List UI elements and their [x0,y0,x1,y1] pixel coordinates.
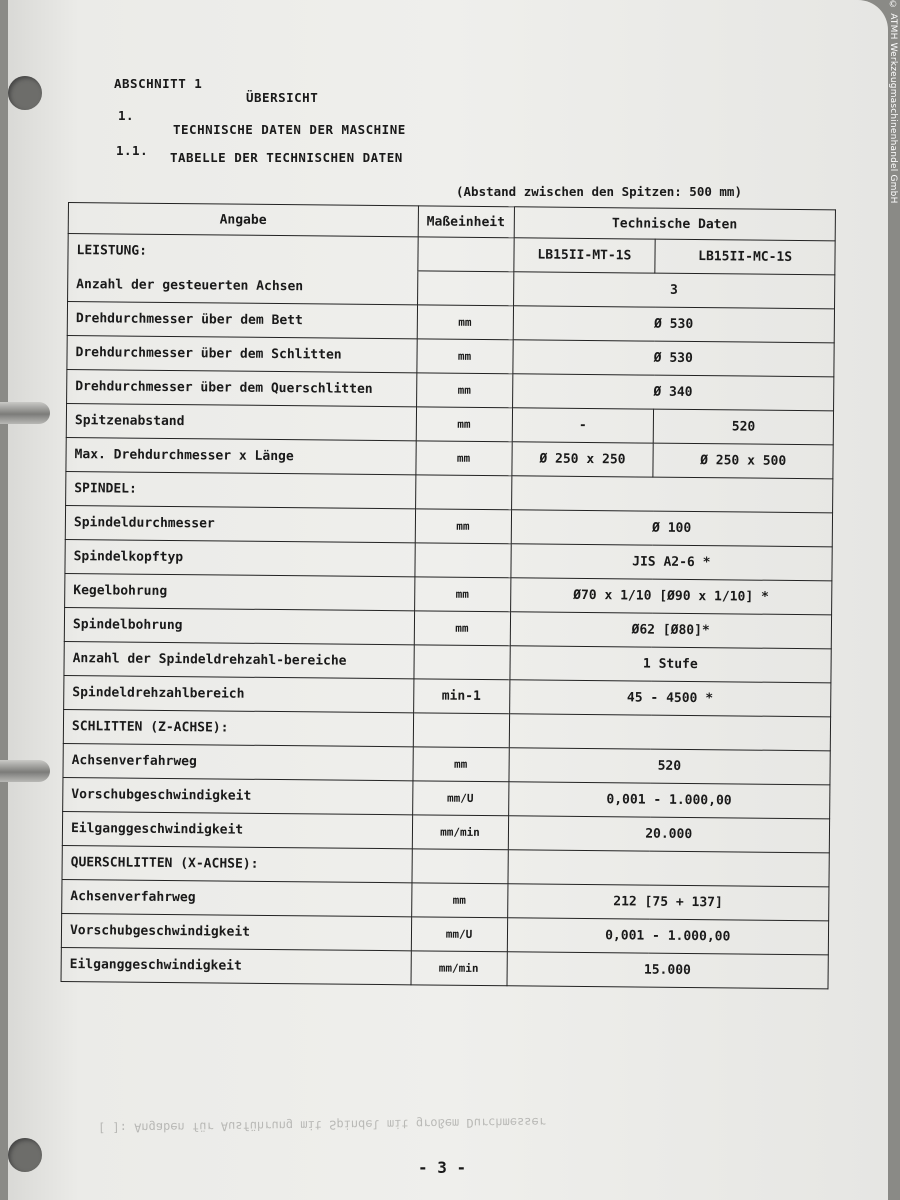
row-unit: mm [417,305,513,340]
heading-1-number: 1. [118,108,135,123]
row-label: Achsenverfahrweg [63,743,413,780]
row-value: 15.000 [507,952,829,989]
header-angabe: Angabe [68,203,418,237]
row-unit: mm [411,883,507,918]
row-value: Ø 530 [512,340,834,377]
row-value: Ø62 [Ø80]* [510,612,832,649]
empty-cell [415,475,511,510]
heading-1-title: TECHNISCHE DATEN DER MASCHINE [173,122,406,137]
center-distance-note: (Abstand zwischen den Spitzen: 500 mm) [456,184,742,199]
row-label: Drehdurchmesser über dem Querschlitten [67,369,417,406]
row-value: Ø 100 [511,510,833,547]
row-unit: mm [416,407,512,442]
empty-cell [507,850,829,887]
empty-cell [414,543,510,578]
row-unit: mm [414,577,510,612]
empty-cell [417,237,513,272]
row-value: 212 [75 + 137] [507,884,829,921]
row-label: Drehdurchmesser über dem Schlitten [67,335,417,372]
section-leistung: LEISTUNG: [68,234,418,271]
header-masseinheit: Maßeinheit [418,206,514,238]
row-label: Achsenverfahrweg [62,879,412,916]
row-value: 45 - 4500 * [509,680,831,717]
photo-credit: © ATMH Werkzeugmaschinenhandel GmbH [888,0,898,204]
empty-cell [509,714,831,751]
row-value: 520 [508,748,830,785]
row-label: Max. Drehdurchmesser x Länge [66,437,416,474]
row-value: 20.000 [508,816,830,853]
section-title: ÜBERSICHT [246,90,319,105]
binder-ring [0,402,50,424]
row-unit: mm [416,373,512,408]
row-unit: mm [412,747,508,782]
empty-cell [511,476,833,513]
row-label: Anzahl der gesteuerten Achsen [68,268,418,305]
bleed-through-footnote: [ ]: Angaben für Ausführung mit Spindel mit großem Durchmesser [97,1114,547,1136]
row-unit: mm/U [412,781,508,816]
binder-ring [0,760,50,782]
header-technische-daten: Technische Daten [514,207,836,241]
row-label: Spitzenabstand [66,403,416,440]
row-value-mc: Ø 250 x 500 [653,443,833,479]
model-mc: LB15II-MC-1S [655,239,835,275]
row-unit: mm/min [412,815,508,850]
section-spindel: SPINDEL: [66,471,416,508]
section-label: ABSCHNITT 1 [114,76,203,91]
row-value: Ø 530 [513,306,835,343]
table-row [61,947,828,988]
row-unit: mm/min [411,951,507,986]
row-value: 3 [513,272,835,309]
row-label: Spindeldrehzahlbereich [64,675,414,712]
row-label: Kegelbohrung [65,573,415,610]
row-label: Spindelkopftyp [65,539,415,576]
page-number: - 3 - [418,1158,467,1177]
row-unit: min-1 [413,679,509,714]
document-page [8,0,888,1200]
binder-hole [8,1138,42,1172]
row-value-mc: 520 [654,409,834,445]
technical-data-table [61,202,836,989]
empty-cell [413,645,509,680]
heading-2-title: TABELLE DER TECHNISCHEN DATEN [170,150,403,165]
model-mt: LB15II-MT-1S [513,238,655,273]
row-label: Drehdurchmesser über dem Bett [67,302,417,339]
heading-2-number: 1.1. [116,143,149,158]
row-value: Ø70 x 1/10 [Ø90 x 1/10] * [510,578,832,615]
binder-hole [8,76,42,110]
row-label: Vorschubgeschwindigkeit [63,777,413,814]
row-value: 0,001 - 1.000,00 [507,918,829,955]
row-value-mt: Ø 250 x 250 [511,442,653,477]
row-label: Anzahl der Spindeldrehzahl-bereiche [64,641,414,678]
row-unit: mm [414,611,510,646]
row-value: 0,001 - 1.000,00 [508,782,830,819]
empty-cell [412,849,508,884]
row-value: JIS A2-6 * [510,544,832,581]
row-label: Vorschubgeschwindigkeit [61,913,411,950]
section-schlitten: SCHLITTEN (Z-ACHSE): [63,709,413,746]
empty-cell [417,271,513,306]
row-label: Spindelbohrung [64,607,414,644]
row-value: 1 Stufe [509,646,831,683]
row-value-mt: - [512,408,654,443]
empty-cell [413,713,509,748]
row-value: Ø 340 [512,374,834,411]
row-label: Eilganggeschwindigkeit [61,947,411,984]
section-querschlitten: QUERSCHLITTEN (X-ACHSE): [62,845,412,882]
row-unit: mm [416,339,512,374]
row-unit: mm [415,509,511,544]
row-unit: mm [415,441,511,476]
row-label: Eilganggeschwindigkeit [62,811,412,848]
row-label: Spindeldurchmesser [65,505,415,542]
row-unit: mm/U [411,917,507,952]
